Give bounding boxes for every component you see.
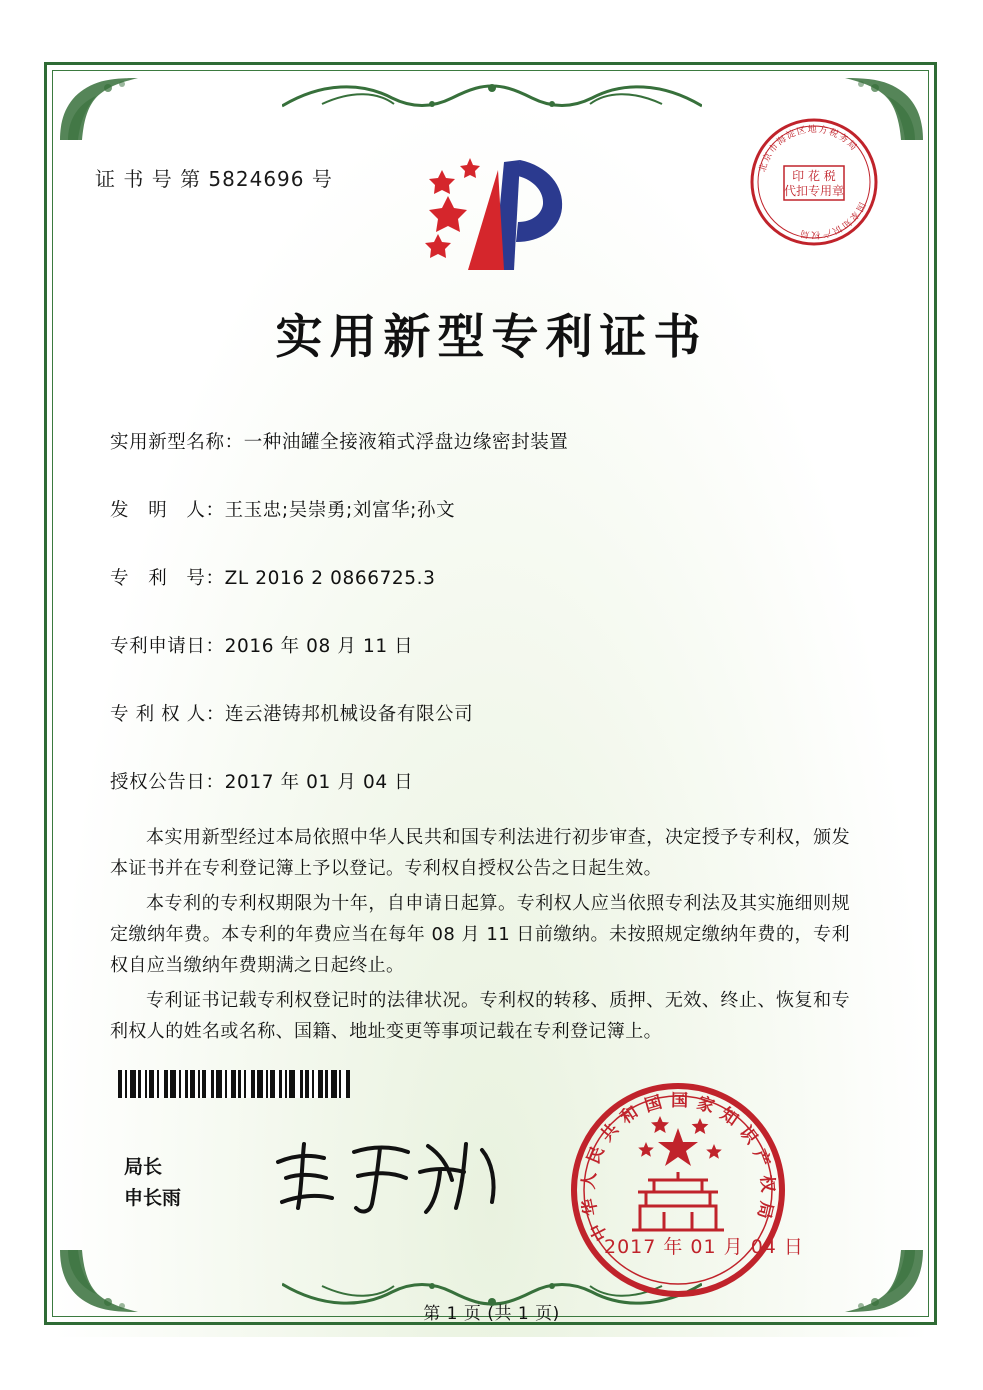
field-label: 专 利 号： [110,568,225,589]
svg-text:国: 国 [853,200,867,213]
svg-text:华: 华 [579,1196,603,1218]
field-value: 连云港铸邦机械设备有限公司 [224,704,474,725]
certificate-number: 证 书 号 第 5824696 号 [95,167,333,191]
svg-text:税: 税 [827,127,840,141]
svg-text:局: 局 [799,227,811,239]
svg-text:市: 市 [767,141,781,156]
patent-fields [110,428,870,836]
field-label: 发 明 人： [110,500,225,521]
field-label: 专利申请日： [110,636,225,657]
corner-ornament-icon [56,74,142,144]
svg-text:印 花 税: 印 花 税 [792,169,836,183]
svg-text:务: 务 [836,132,850,146]
field-value: 2016 年 08 月 11 日 [224,636,414,657]
field-value: ZL 2016 2 0866725.3 [224,568,436,589]
svg-text:知: 知 [839,216,853,230]
svg-text:权: 权 [756,1174,778,1193]
field-label: 实用新型名称： [110,432,244,453]
official-seal [568,1080,788,1300]
svg-text:和: 和 [616,1102,643,1129]
signature-role: 局长 [124,1156,163,1178]
svg-text:局: 局 [753,1199,777,1221]
field-value: 王玉忠;吴崇勇;刘富华;孙文 [224,500,456,521]
svg-text:京: 京 [761,151,775,164]
svg-text:识: 识 [830,222,844,236]
page-title: 实用新型专利证书 [275,310,708,365]
svg-text:局: 局 [844,139,859,153]
svg-text:识: 识 [735,1122,762,1149]
signature-name: 申长雨 [124,1187,182,1209]
paragraph: 本实用新型经过本局依照中华人民共和国专利法进行初步审查，决定授予专利权，颁发本证书并在专利登记簿上予以登记。专利权自授权公告之日起生效。 [110,827,850,879]
svg-text:家: 家 [847,208,861,223]
cnipa-logo-icon [412,152,572,280]
field-row [110,428,870,454]
handwritten-signature-icon [268,1132,508,1222]
legal-text [110,822,850,1051]
field-value: 一种油罐全接液箱式浮盘边缘密封装置 [243,432,569,453]
svg-text:知: 知 [716,1104,742,1131]
svg-text:共: 共 [596,1119,623,1146]
signature-block [124,1152,181,1214]
tax-stamp-seal [748,116,880,248]
paragraph: 本专利的专利权期限为十年，自申请日起算。专利权人应当依照专利法及其实施细则规定缴纳年费。本专利的年费应当在每年 08 月 11 日前缴纳。未按照规定缴纳年费的，专利权自应当缴纳年费期满之日起终止。 [110,893,850,976]
svg-text:淀: 淀 [784,128,798,142]
svg-text:国: 国 [670,1090,689,1112]
svg-text:方: 方 [817,125,829,137]
field-row [110,496,870,522]
field-value: 2017 年 01 月 04 日 [224,772,414,793]
paragraph: 专利证书记载专利权登记时的法律状况。专利权的转移、质押、无效、终止、恢复和专利权人的姓名或名称、国籍、地址变更等事项记载在专利登记簿上。 [110,990,850,1042]
svg-text:国: 国 [642,1092,665,1117]
svg-text:地: 地 [807,124,817,136]
svg-text:北: 北 [757,161,771,174]
svg-text:中: 中 [586,1219,613,1244]
page-footer: 第 1 页 (共 1 页) [423,1304,560,1324]
top-scroll-ornament-icon [282,76,702,122]
field-row [110,564,870,590]
svg-text:产: 产 [748,1146,774,1170]
svg-text:家: 家 [694,1093,717,1118]
svg-text:区: 区 [795,125,808,138]
seal-date: 2017 年 01 月 04 日 [604,1236,804,1258]
svg-text:人: 人 [578,1171,601,1191]
field-label: 专 利 权 人： [110,704,225,725]
svg-text:民: 民 [583,1143,609,1167]
field-row [110,700,870,726]
svg-text:海: 海 [775,134,789,148]
field-row [110,768,870,794]
svg-text:产: 产 [820,226,833,239]
barcode [118,1070,380,1098]
svg-text:代扣专用章: 代扣专用章 [783,184,845,198]
field-row [110,632,870,658]
svg-text:权: 权 [811,228,821,240]
field-label: 授权公告日： [110,772,225,793]
